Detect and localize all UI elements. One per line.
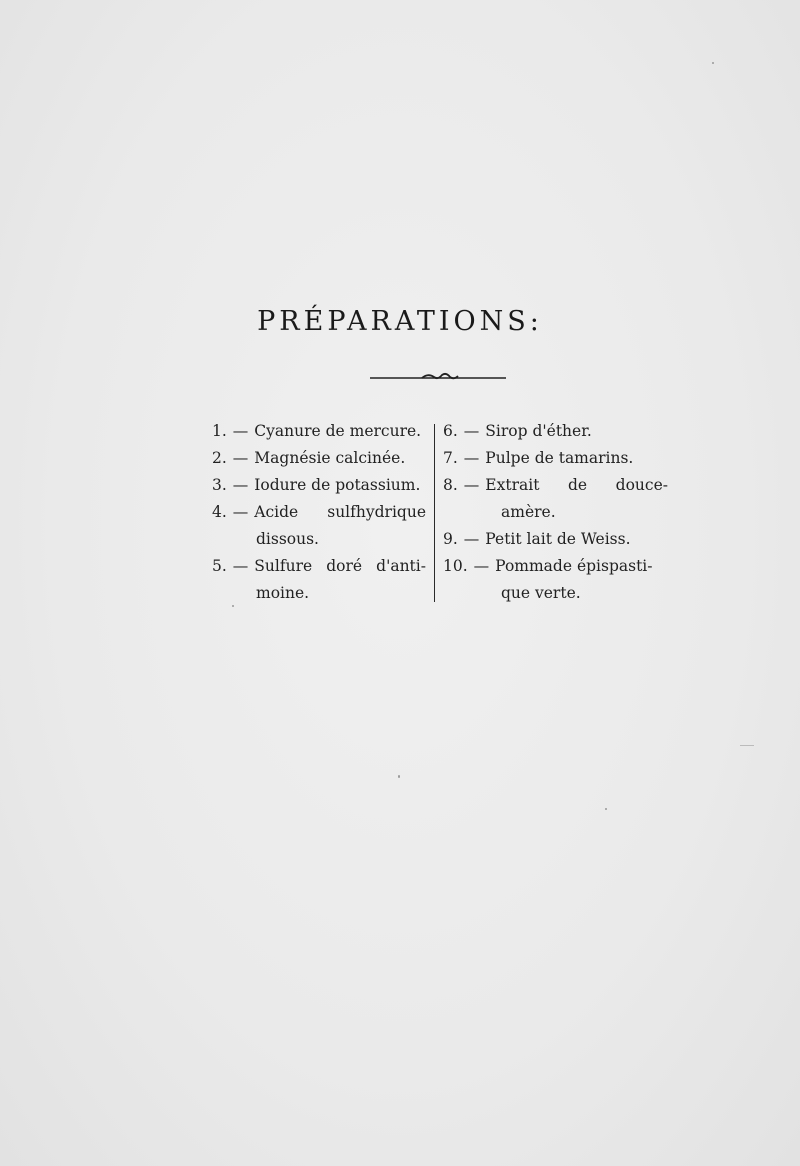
item-text: Cyanure de mercure. <box>254 422 422 440</box>
paper-speck <box>398 775 400 778</box>
item-text: Sirop d'éther. <box>485 422 592 440</box>
column-divider <box>434 424 435 602</box>
paper-speck <box>712 62 714 64</box>
item-number: 4. <box>212 503 227 521</box>
list-item <box>212 553 426 580</box>
item-text: Petit lait de Weiss. <box>485 530 631 548</box>
item-number: 9. <box>443 530 458 548</box>
page-title: PRÉPARATIONS: <box>257 306 543 337</box>
item-number: 2. <box>212 449 227 467</box>
item-dash: — <box>473 557 490 575</box>
item-number: 3. <box>212 476 227 494</box>
list-item <box>443 472 668 499</box>
item-text: Pulpe de tamarins. <box>485 449 634 467</box>
item-continuation: amère. <box>501 503 556 521</box>
item-text: Iodure de potassium. <box>254 476 421 494</box>
item-word: de <box>567 476 588 494</box>
item-word: Extrait <box>485 476 540 494</box>
list-item <box>212 418 426 445</box>
item-dash: — <box>232 476 249 494</box>
list-item <box>443 445 668 472</box>
item-number: 8. <box>443 476 458 494</box>
item-number: 10. <box>443 557 468 575</box>
item-text: Pommade épispasti- <box>495 557 653 575</box>
item-text <box>485 472 668 499</box>
list-item <box>443 418 668 445</box>
item-dash: — <box>232 557 249 575</box>
item-word: sulfhydrique <box>327 503 426 521</box>
item-dash: — <box>463 449 480 467</box>
list-item <box>443 553 668 580</box>
list-item <box>212 499 426 526</box>
item-number: 5. <box>212 557 227 575</box>
item-word: Sulfure <box>254 557 313 575</box>
item-continuation: moine. <box>256 584 310 602</box>
item-dash: — <box>463 530 480 548</box>
list-right-column <box>443 418 668 607</box>
list-item <box>212 472 426 499</box>
item-dash: — <box>232 503 249 521</box>
list-item <box>212 445 426 472</box>
item-number: 1. <box>212 422 227 440</box>
item-dash: — <box>463 422 480 440</box>
paper-speck <box>232 605 234 607</box>
paper-speck <box>740 745 754 746</box>
item-dash: — <box>232 449 249 467</box>
item-number: 6. <box>443 422 458 440</box>
item-word: Acide <box>254 503 299 521</box>
list-left-column <box>212 418 426 607</box>
paper-speck <box>605 808 607 810</box>
item-dash: — <box>232 422 249 440</box>
item-word: douce- <box>615 476 668 494</box>
item-word: doré <box>326 557 363 575</box>
item-continuation: dissous. <box>256 530 319 548</box>
item-text <box>254 553 426 580</box>
item-number: 7. <box>443 449 458 467</box>
item-text <box>254 499 426 526</box>
item-continuation: que verte. <box>501 584 581 602</box>
list-item <box>443 526 668 553</box>
ornament-rule <box>370 372 506 382</box>
item-dash: — <box>463 476 480 494</box>
item-word: d'anti- <box>376 557 426 575</box>
item-text: Magnésie calcinée. <box>254 449 406 467</box>
